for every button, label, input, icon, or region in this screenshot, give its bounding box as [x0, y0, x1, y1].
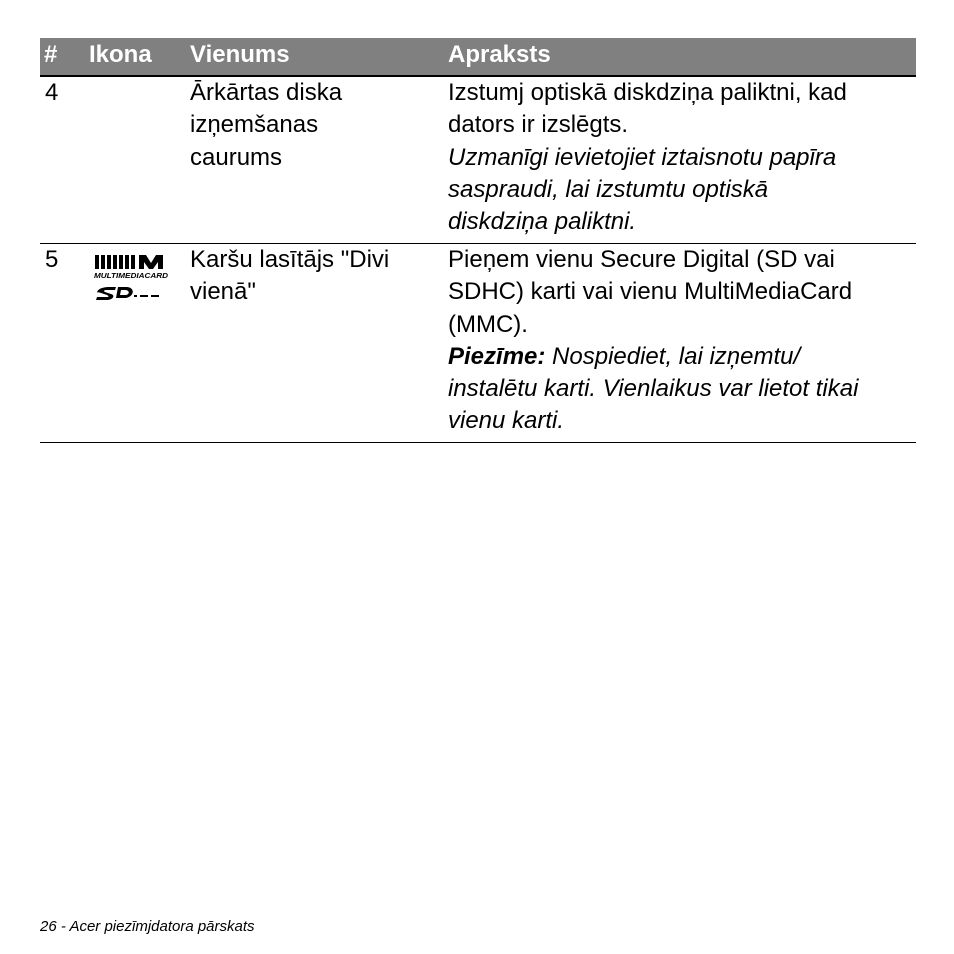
desc-line: dators ir izslēgts. [448, 111, 629, 139]
table-row [40, 77, 916, 244]
header-icon: Ikona [89, 41, 152, 68]
table-header [40, 38, 916, 77]
row-item [190, 244, 440, 309]
mmc-logo-label: MULTIMEDIACARD [94, 271, 168, 280]
item-line: izņemšanas [190, 111, 319, 139]
item-line: vienā" [190, 278, 256, 306]
row-number: 5 [45, 246, 59, 273]
table-row [40, 244, 916, 443]
row-item [190, 77, 440, 174]
item-line: caurums [190, 143, 283, 171]
desc-line: Izstumj optiskā diskdziņa paliktni, kad [448, 79, 847, 106]
item-line: Ārkārtas diska [190, 79, 343, 106]
header-item: Vienums [190, 41, 290, 68]
desc-italic-line: saspraudi, lai izstumtu optiskā [448, 175, 769, 203]
note-line: instalētu karti. Vienlaikus var lietot tikai [448, 375, 859, 403]
desc-line: SDHC) karti vai vienu MultiMediaCard [448, 278, 853, 306]
desc-italic-line: diskdziņa paliktni. [448, 208, 637, 236]
desc-line: Pieņem vienu Secure Digital (SD vai [448, 246, 835, 273]
note-label: Piezīme: [448, 342, 546, 370]
row-description [448, 244, 916, 438]
row-number: 4 [45, 79, 59, 106]
page-footer: 26 - Acer piezīmjdatora pārskats [40, 918, 255, 935]
desc-line: (MMC). [448, 310, 528, 338]
row-description [448, 77, 916, 238]
note-text: Nospiediet, lai izņemtu/ [545, 342, 801, 370]
note-first-line [448, 341, 916, 373]
sd-mmc-card-icon [94, 253, 170, 301]
header-num: # [44, 41, 58, 68]
note-line: vienu karti. [448, 407, 565, 435]
spec-table [40, 38, 916, 443]
desc-italic-line: Uzmanīgi ievietojiet iztaisnotu papīra [448, 143, 837, 171]
header-desc: Apraksts [448, 41, 551, 68]
item-line: Karšu lasītājs "Divi [190, 246, 390, 273]
